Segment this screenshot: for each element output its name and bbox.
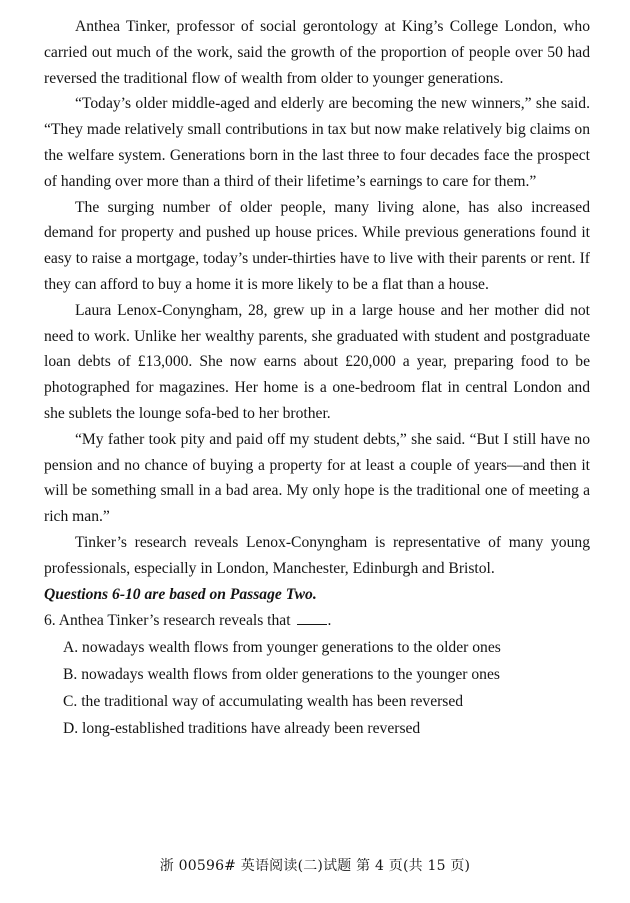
passage-paragraph-2: “Today’s older middle-aged and elderly are becoming the new winners,” she said. “They made relatively small contributions in tax but now make relatively big claims on the welfare system. Generations born in the last three to four decades face the prospect of handing over more than a third of their lifetime’s earnings to care for them.” — [44, 95, 590, 190]
option-b: B. nowadays wealth flows from older generations to the younger ones — [63, 666, 500, 684]
passage — [44, 14, 590, 582]
question-stem — [44, 607, 590, 634]
passage-paragraph-3: The surging number of older people, many living alone, has also increased demand for property and pushed up house prices. While previous generations found it easy to raise a mortgage, today’s under-thirties have to live with their parents or rent. If they can afford to buy a home it is more likely to be a flat than a house. — [44, 198, 590, 293]
questions-heading: Questions 6-10 are based on Passage Two. — [44, 585, 317, 603]
passage-paragraph-1: Anthea Tinker, professor of social gerontology at King’s College London, who carried out much of the work, said the growth of the proportion of people over 50 had reversed the traditional flow of wealth from older to younger generations. — [44, 18, 590, 87]
exam-page — [44, 14, 590, 742]
option-c: C. the traditional way of accumulating wealth has been reversed — [63, 693, 464, 711]
page-footer: 浙 00596# 英语阅读(二)试题 第 4 页(共 15 页) — [159, 858, 471, 874]
question-stem-text: Anthea Tinker’s research reveals that — [58, 612, 291, 630]
passage-paragraph-6: Tinker’s research reveals Lenox-Conyngham is representative of many young professionals, especially in London, Manchester, Edinburgh and Bristol. — [44, 533, 590, 577]
passage-paragraph-5: “My father took pity and paid off my student debts,” she said. “But I still have no pension and no chance of buying a property for at least a couple of years—and then it will be something small in a bad area. My only hope is the traditional one of meeting a rich man.” — [44, 430, 590, 526]
question-stem-end: . — [327, 612, 332, 630]
question-number: 6. — [44, 612, 56, 630]
passage-paragraph-4: Laura Lenox-Conyngham, 28, grew up in a large house and her mother did not need to work. Unlike her wealthy parents, she graduated with student and postgraduate loan debts of £13,000. She now earns about £20,000 a year, preparing food to be photographed for magazines. Her home is a one-bedroom flat in central London and she sublets the lounge sofa-bed to her brother. — [44, 301, 590, 422]
option-d: D. long-established traditions have already been reversed — [63, 720, 421, 738]
answer-blank — [297, 612, 327, 625]
question-6 — [44, 607, 590, 742]
option-a: A. nowadays wealth flows from younger generations to the older ones — [63, 639, 501, 657]
answer-options — [44, 634, 590, 742]
